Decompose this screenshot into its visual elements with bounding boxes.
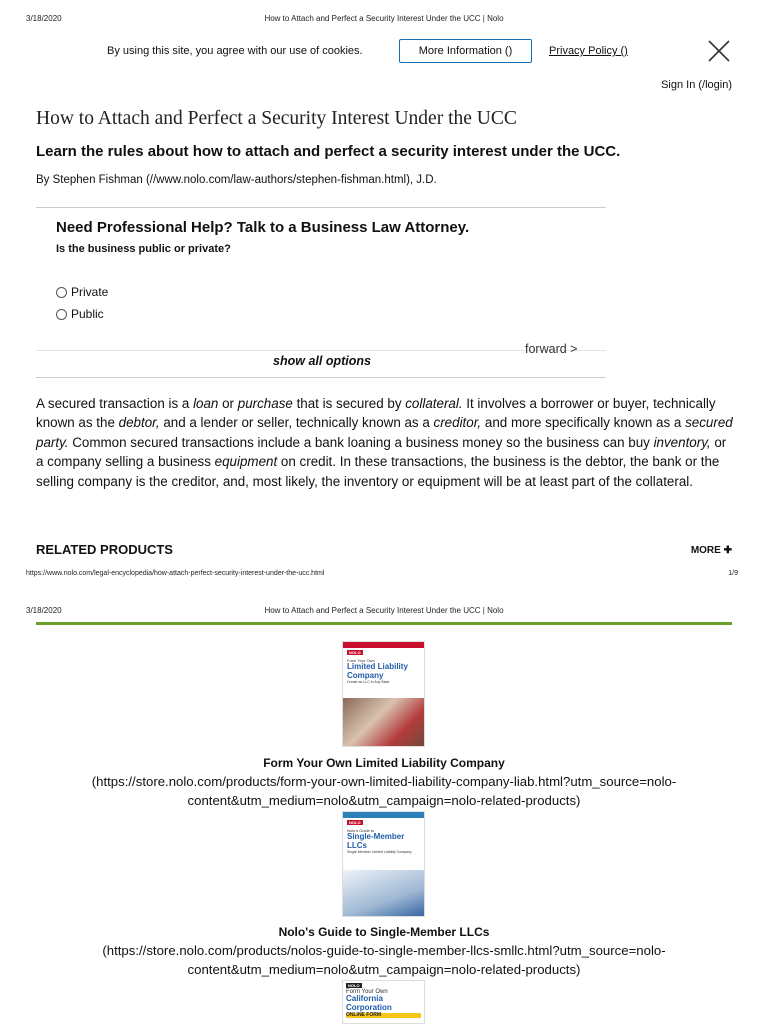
option-private[interactable] <box>56 285 108 299</box>
help-widget-heading: Need Professional Help? Talk to a Business Law Attorney. <box>56 219 470 236</box>
product-title-link[interactable]: Form Your Own Limited Liability Company <box>263 756 505 770</box>
page-number: 1/9 <box>728 570 738 577</box>
divider <box>36 377 606 378</box>
show-all-options-link[interactable]: show all options <box>273 354 371 368</box>
option-label: Private <box>71 285 109 299</box>
article-paragraph: A secured transaction is a loan or purchase that is secured by collateral. It involves a borrower or buyer, technically known as the debtor, and a lender or seller, technically known as a creditor, and more specifically known as a secured party. Common secured transactions include a bank loaning a business money so the business can buy inventory, or a company selling a business equipment on credit. In these transactions, the business is the debtor, the bank or the selling company is the creditor, and, most likely, the inventory or equipment will be at least part of the collateral. <box>36 396 733 489</box>
product-url-link[interactable]: (https://store.nolo.com/products/nolos-guide-to-single-member-llcs-smllc.html?utm_source=nolo-content&utm_medium=nolo&utm_campaign=nolo-related-products) <box>102 943 666 978</box>
help-widget-question: Is the business public or private? <box>56 243 231 255</box>
print-date: 3/18/2020 <box>26 14 62 23</box>
plus-icon: ✚ <box>723 545 732 556</box>
sign-in-link[interactable]: Sign In (/login) <box>661 79 732 91</box>
print-title: How to Attach and Perfect a Security Interest Under the UCC | Nolo <box>264 14 504 23</box>
privacy-policy-link[interactable]: Privacy Policy () <box>549 45 628 57</box>
book-cover-image[interactable]: NOLO Form Your Own Limited Liability Company Create an LLC in Any State <box>342 641 425 747</box>
article-title: How to Attach and Perfect a Security Interest Under the UCC <box>36 108 517 129</box>
divider <box>36 350 606 351</box>
forward-button[interactable]: forward > <box>525 342 578 356</box>
close-icon[interactable] <box>708 40 730 62</box>
divider <box>36 207 606 208</box>
related-products-heading: RELATED PRODUCTS <box>36 542 173 557</box>
article-subtitle: Learn the rules about how to attach and perfect a security interest under the UCC. <box>36 143 621 160</box>
option-label: Public <box>71 307 104 321</box>
cookie-notice-text: By using this site, you agree with our use of cookies. <box>107 45 363 57</box>
radio-button[interactable] <box>56 287 67 298</box>
radio-button[interactable] <box>56 309 67 320</box>
more-link[interactable]: MORE ✚ <box>690 545 732 556</box>
option-public[interactable] <box>56 307 104 321</box>
product-title-link[interactable]: Nolo's Guide to Single-Member LLCs <box>278 925 490 939</box>
print-title: How to Attach and Perfect a Security Interest Under the UCC | Nolo <box>264 606 504 615</box>
print-url: https://www.nolo.com/legal-encyclopedia/how-attach-perfect-security-interest-under-the-ucc.html <box>26 570 325 577</box>
print-date: 3/18/2020 <box>26 606 62 615</box>
author-byline[interactable]: By Stephen Fishman (//www.nolo.com/law-authors/stephen-fishman.html), J.D. <box>36 174 437 186</box>
section-divider <box>36 622 732 625</box>
book-cover-image[interactable]: NOLO Nolo's Guide to Single-Member LLCs Single-Member Limited Liability Company <box>342 811 425 917</box>
more-information-button[interactable]: More Information () <box>399 39 532 63</box>
product-url-link[interactable]: (https://store.nolo.com/products/form-your-own-limited-liability-company-liab.html?utm_source=nolo-content&utm_medium=nolo&utm_campaign=nolo-related-products) <box>91 774 677 809</box>
book-cover-image[interactable]: NOLO Form Your Own California Corporation ONLINE FORM <box>342 980 425 1024</box>
